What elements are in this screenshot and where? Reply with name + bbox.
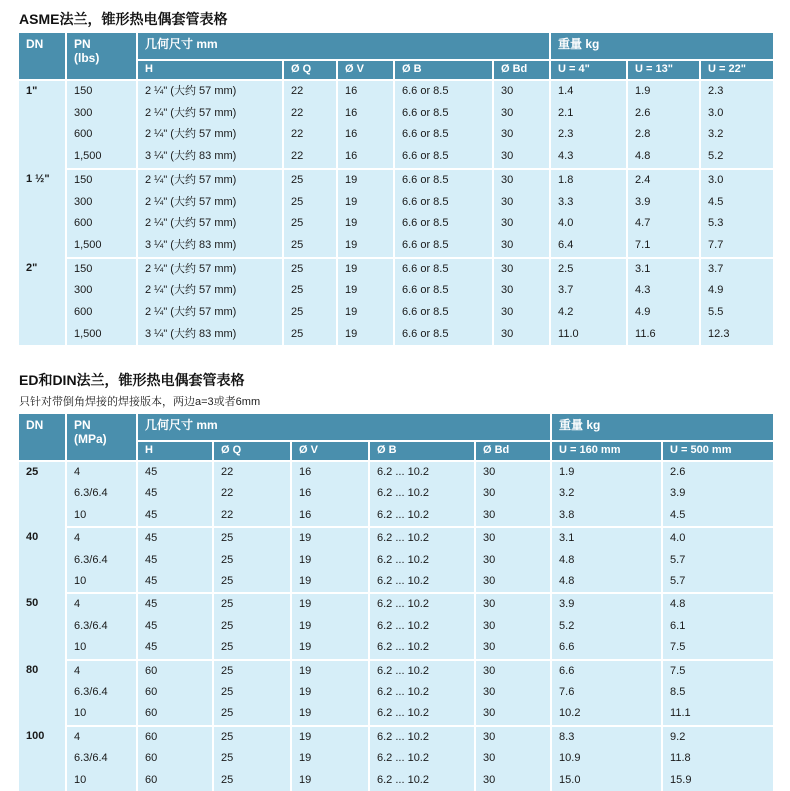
header-geometry: 几何尺寸 mm	[137, 414, 551, 441]
table-cell: 30	[475, 726, 551, 748]
table-cell: 4.8	[551, 550, 662, 571]
din-thermowell-table	[19, 414, 773, 791]
table-cell: 45	[137, 616, 213, 637]
table-cell: 30	[493, 124, 550, 146]
table-cell: 3.9	[627, 192, 700, 214]
table-cell: 25	[213, 550, 291, 571]
table-cell: 45	[137, 571, 213, 593]
table-cell: 6.2 ... 10.2	[369, 637, 475, 659]
table-cell: 4.7	[627, 213, 700, 235]
table-row	[19, 483, 773, 504]
table-cell: 4.8	[662, 593, 773, 615]
table-row	[19, 235, 773, 258]
table-row	[19, 616, 773, 637]
table-cell: 6.2 ... 10.2	[369, 703, 475, 725]
table-cell: 4	[66, 726, 137, 748]
table-cell: 4	[66, 461, 137, 483]
table-cell: 2 ¼" (大约 57 mm)	[137, 80, 283, 103]
table-cell: 45	[137, 527, 213, 549]
header-q: Ø Q	[283, 60, 337, 80]
table-cell: 8.3	[551, 726, 662, 748]
table-cell: 4.5	[662, 505, 773, 527]
table-cell: 7.5	[662, 637, 773, 659]
header-dn: DN	[19, 33, 66, 80]
table-cell: 30	[475, 527, 551, 549]
table-cell: 6.6 or 8.5	[394, 169, 493, 192]
header-pn-unit: (lbs)	[74, 51, 100, 65]
table-cell: 45	[137, 637, 213, 659]
header-u2: U = 500 mm	[662, 441, 773, 461]
table-row	[19, 637, 773, 659]
table-cell: 30	[493, 80, 550, 103]
table-cell: 3.3	[550, 192, 627, 214]
header-dn: DN	[19, 414, 66, 461]
header-bd: Ø Bd	[475, 441, 551, 461]
table-cell: 4.9	[627, 302, 700, 324]
table-cell: 45	[137, 550, 213, 571]
table-cell: 600	[66, 213, 137, 235]
table-cell: 1.8	[550, 169, 627, 192]
table-cell: 7.1	[627, 235, 700, 258]
table-cell: 6.3/6.4	[66, 483, 137, 504]
table-cell: 30	[493, 192, 550, 214]
table-cell: 4.9	[700, 280, 773, 302]
header-weight: 重量 kg	[550, 33, 773, 60]
table-cell: 25	[213, 682, 291, 703]
table-row	[19, 550, 773, 571]
dn-cell: 2"	[19, 258, 66, 346]
table-cell: 2.6	[662, 461, 773, 483]
table-cell: 30	[475, 461, 551, 483]
table-cell: 2.5	[550, 258, 627, 281]
table-cell: 4	[66, 593, 137, 615]
table-cell: 25	[213, 770, 291, 791]
table-row	[19, 682, 773, 703]
table-cell: 10.9	[551, 748, 662, 769]
table-cell: 3.1	[551, 527, 662, 549]
table-cell: 1,500	[66, 146, 137, 169]
table-cell: 4.5	[700, 192, 773, 214]
table-cell: 3.2	[700, 124, 773, 146]
table-cell: 30	[493, 169, 550, 192]
table-cell: 6.2 ... 10.2	[369, 726, 475, 748]
table-cell: 16	[337, 124, 394, 146]
table-cell: 30	[475, 483, 551, 504]
table-cell: 19	[337, 213, 394, 235]
table-cell: 600	[66, 302, 137, 324]
table-cell: 30	[475, 748, 551, 769]
table-cell: 6.4	[550, 235, 627, 258]
table-cell: 2 ¼" (大约 57 mm)	[137, 258, 283, 281]
table-cell: 15.9	[662, 770, 773, 791]
table-cell: 2.1	[550, 103, 627, 125]
header-q: Ø Q	[213, 441, 291, 461]
din-table-subtitle: 只针对带倒角焊接的焊接版本，两边a=3或者6mm	[19, 396, 261, 408]
table-cell: 6.2 ... 10.2	[369, 483, 475, 504]
table-cell: 30	[475, 660, 551, 682]
table-cell: 6.3/6.4	[66, 748, 137, 769]
table-cell: 6.6	[551, 637, 662, 659]
table-row	[19, 505, 773, 527]
table-cell: 7.6	[551, 682, 662, 703]
table-cell: 2.8	[627, 124, 700, 146]
table-cell: 45	[137, 505, 213, 527]
table-cell: 45	[137, 461, 213, 483]
table-cell: 19	[291, 682, 369, 703]
table-cell: 3.7	[700, 258, 773, 281]
table-cell: 3.7	[550, 280, 627, 302]
table-cell: 6.6 or 8.5	[394, 235, 493, 258]
table-cell: 6.2 ... 10.2	[369, 571, 475, 593]
table-cell: 6.2 ... 10.2	[369, 527, 475, 549]
header-u2: U = 13"	[627, 60, 700, 80]
table-cell: 3.0	[700, 169, 773, 192]
header-geometry: 几何尺寸 mm	[137, 33, 550, 60]
table-row	[19, 748, 773, 769]
table-cell: 10	[66, 703, 137, 725]
table-cell: 2.3	[550, 124, 627, 146]
table-cell: 22	[283, 146, 337, 169]
table-cell: 25	[213, 527, 291, 549]
header-u1: U = 4"	[550, 60, 627, 80]
table-cell: 25	[283, 280, 337, 302]
table-cell: 19	[337, 302, 394, 324]
table-cell: 10	[66, 571, 137, 593]
table-cell: 19	[337, 235, 394, 258]
dn-cell: 1"	[19, 80, 66, 169]
table-row	[19, 213, 773, 235]
table-cell: 25	[213, 593, 291, 615]
table-cell: 5.2	[551, 616, 662, 637]
table-cell: 150	[66, 258, 137, 281]
header-h: H	[137, 60, 283, 80]
table-cell: 3.1	[627, 258, 700, 281]
table-cell: 1.9	[627, 80, 700, 103]
table-cell: 4.0	[662, 527, 773, 549]
table-cell: 2 ¼" (大约 57 mm)	[137, 302, 283, 324]
table-cell: 22	[213, 483, 291, 504]
table-cell: 6.6	[551, 660, 662, 682]
table-cell: 19	[291, 703, 369, 725]
table-cell: 15.0	[551, 770, 662, 791]
table-cell: 30	[475, 505, 551, 527]
table-cell: 3.0	[700, 103, 773, 125]
table-cell: 4.3	[627, 280, 700, 302]
table-cell: 60	[137, 770, 213, 791]
table-cell: 11.1	[662, 703, 773, 725]
table-cell: 19	[291, 550, 369, 571]
table-cell: 19	[291, 571, 369, 593]
table-row	[19, 192, 773, 214]
table-row	[19, 80, 773, 103]
table-cell: 5.7	[662, 550, 773, 571]
table-cell: 6.6 or 8.5	[394, 192, 493, 214]
table-cell: 300	[66, 103, 137, 125]
table-row	[19, 571, 773, 593]
table-cell: 30	[475, 616, 551, 637]
table-cell: 6.2 ... 10.2	[369, 748, 475, 769]
table-cell: 16	[291, 483, 369, 504]
table-cell: 10.2	[551, 703, 662, 725]
dn-cell: 40	[19, 527, 66, 593]
table-cell: 3.2	[551, 483, 662, 504]
table-cell: 2 ¼" (大约 57 mm)	[137, 124, 283, 146]
table-cell: 4.2	[550, 302, 627, 324]
table-cell: 19	[291, 748, 369, 769]
table-row	[19, 660, 773, 682]
table-cell: 22	[283, 103, 337, 125]
table-cell: 30	[475, 770, 551, 791]
table-cell: 25	[213, 748, 291, 769]
table-cell: 4	[66, 527, 137, 549]
table-cell: 7.7	[700, 235, 773, 258]
table-cell: 6.3/6.4	[66, 616, 137, 637]
din-table-title: ED和DIN法兰，锥形热电偶套管表格	[19, 372, 245, 388]
table-row	[19, 146, 773, 169]
table-cell: 19	[291, 593, 369, 615]
dn-cell: 1 ½"	[19, 169, 66, 258]
table-cell: 600	[66, 124, 137, 146]
table-cell: 2.4	[627, 169, 700, 192]
header-h: H	[137, 441, 213, 461]
table-cell: 25	[213, 637, 291, 659]
table-cell: 30	[493, 280, 550, 302]
table-cell: 10	[66, 770, 137, 791]
table-row	[19, 461, 773, 483]
table-cell: 30	[493, 258, 550, 281]
table-cell: 30	[493, 324, 550, 346]
table-cell: 6.2 ... 10.2	[369, 550, 475, 571]
table-cell: 6.6 or 8.5	[394, 80, 493, 103]
table-cell: 25	[283, 235, 337, 258]
table-cell: 30	[475, 703, 551, 725]
table-cell: 2 ¼" (大约 57 mm)	[137, 169, 283, 192]
table-cell: 60	[137, 748, 213, 769]
table-cell: 300	[66, 280, 137, 302]
table-cell: 25	[213, 616, 291, 637]
table-cell: 30	[475, 593, 551, 615]
table-cell: 150	[66, 169, 137, 192]
header-v: Ø V	[291, 441, 369, 461]
table-cell: 16	[337, 80, 394, 103]
table-cell: 8.5	[662, 682, 773, 703]
table-row	[19, 593, 773, 615]
table-cell: 4.3	[550, 146, 627, 169]
header-b: Ø B	[394, 60, 493, 80]
table-cell: 11.6	[627, 324, 700, 346]
table-row	[19, 527, 773, 549]
table-cell: 6.2 ... 10.2	[369, 616, 475, 637]
table-cell: 2 ¼" (大约 57 mm)	[137, 280, 283, 302]
table-cell: 150	[66, 80, 137, 103]
table-cell: 6.6 or 8.5	[394, 213, 493, 235]
table-cell: 4.8	[551, 571, 662, 593]
table-cell: 6.3/6.4	[66, 682, 137, 703]
table-cell: 6.6 or 8.5	[394, 324, 493, 346]
table-cell: 19	[337, 192, 394, 214]
table-row	[19, 302, 773, 324]
table-cell: 6.2 ... 10.2	[369, 461, 475, 483]
table-cell: 30	[493, 235, 550, 258]
table-cell: 10	[66, 505, 137, 527]
table-cell: 19	[337, 324, 394, 346]
table-row	[19, 124, 773, 146]
table-cell: 4.0	[550, 213, 627, 235]
table-cell: 1,500	[66, 235, 137, 258]
table-cell: 7.5	[662, 660, 773, 682]
table-cell: 3.9	[551, 593, 662, 615]
table-cell: 19	[291, 637, 369, 659]
table-cell: 25	[213, 703, 291, 725]
header-v: Ø V	[337, 60, 394, 80]
table-cell: 30	[493, 146, 550, 169]
table-cell: 19	[337, 280, 394, 302]
table-row	[19, 324, 773, 346]
table-cell: 19	[291, 660, 369, 682]
table-cell: 60	[137, 660, 213, 682]
table-cell: 30	[475, 550, 551, 571]
table-cell: 1.9	[551, 461, 662, 483]
table-cell: 25	[283, 169, 337, 192]
table-cell: 2.6	[627, 103, 700, 125]
table-cell: 5.3	[700, 213, 773, 235]
table-cell: 19	[291, 726, 369, 748]
table-cell: 60	[137, 703, 213, 725]
dn-cell: 100	[19, 726, 66, 791]
table-row	[19, 103, 773, 125]
table-cell: 4	[66, 660, 137, 682]
table-cell: 3 ¼" (大约 83 mm)	[137, 235, 283, 258]
table-cell: 6.6 or 8.5	[394, 146, 493, 169]
table-cell: 6.6 or 8.5	[394, 258, 493, 281]
table-cell: 22	[283, 80, 337, 103]
header-u3: U = 22"	[700, 60, 773, 80]
table-cell: 16	[291, 461, 369, 483]
table-cell: 45	[137, 593, 213, 615]
asme-table-title: ASME法兰，锥形热电偶套管表格	[19, 11, 228, 27]
table-cell: 19	[337, 258, 394, 281]
header-pn: PN (MPa)	[66, 414, 137, 461]
table-cell: 6.2 ... 10.2	[369, 682, 475, 703]
table-row	[19, 770, 773, 791]
table-cell: 4.8	[627, 146, 700, 169]
table-cell: 19	[337, 169, 394, 192]
table-cell: 19	[291, 616, 369, 637]
table-cell: 6.2 ... 10.2	[369, 593, 475, 615]
table-row	[19, 726, 773, 748]
table-cell: 6.6 or 8.5	[394, 302, 493, 324]
table-cell: 25	[213, 726, 291, 748]
table-cell: 3 ¼" (大约 83 mm)	[137, 324, 283, 346]
table-cell: 6.6 or 8.5	[394, 103, 493, 125]
table-cell: 5.2	[700, 146, 773, 169]
header-b: Ø B	[369, 441, 475, 461]
table-cell: 19	[291, 770, 369, 791]
table-cell: 1,500	[66, 324, 137, 346]
table-row	[19, 703, 773, 725]
header-u1: U = 160 mm	[551, 441, 662, 461]
table-cell: 22	[213, 505, 291, 527]
table-cell: 30	[493, 213, 550, 235]
header-bd: Ø Bd	[493, 60, 550, 80]
asme-thermowell-table	[19, 33, 773, 345]
table-cell: 6.2 ... 10.2	[369, 505, 475, 527]
table-cell: 60	[137, 726, 213, 748]
table-cell: 25	[283, 302, 337, 324]
table-cell: 16	[337, 146, 394, 169]
table-cell: 6.6 or 8.5	[394, 124, 493, 146]
table-cell: 25	[213, 571, 291, 593]
table-cell: 10	[66, 637, 137, 659]
table-cell: 6.3/6.4	[66, 550, 137, 571]
table-cell: 30	[493, 302, 550, 324]
table-cell: 2.3	[700, 80, 773, 103]
table-cell: 6.6 or 8.5	[394, 280, 493, 302]
table-cell: 2 ¼" (大约 57 mm)	[137, 213, 283, 235]
header-pn-unit: (MPa)	[74, 432, 107, 446]
table-cell: 11.0	[550, 324, 627, 346]
table-cell: 12.3	[700, 324, 773, 346]
table-cell: 16	[337, 103, 394, 125]
table-cell: 30	[475, 682, 551, 703]
table-cell: 25	[283, 324, 337, 346]
table-row	[19, 258, 773, 281]
table-cell: 2 ¼" (大约 57 mm)	[137, 192, 283, 214]
table-cell: 22	[213, 461, 291, 483]
dn-cell: 80	[19, 660, 66, 726]
header-pn: PN (lbs)	[66, 33, 137, 80]
table-cell: 60	[137, 682, 213, 703]
table-cell: 25	[283, 258, 337, 281]
table-cell: 30	[475, 637, 551, 659]
table-cell: 6.1	[662, 616, 773, 637]
table-row	[19, 169, 773, 192]
table-cell: 45	[137, 483, 213, 504]
table-cell: 3 ¼" (大约 83 mm)	[137, 146, 283, 169]
table-cell: 2 ¼" (大约 57 mm)	[137, 103, 283, 125]
table-cell: 16	[291, 505, 369, 527]
dn-cell: 25	[19, 461, 66, 527]
table-cell: 19	[291, 527, 369, 549]
table-cell: 9.2	[662, 726, 773, 748]
table-cell: 11.8	[662, 748, 773, 769]
table-cell: 30	[493, 103, 550, 125]
table-row	[19, 280, 773, 302]
table-cell: 6.2 ... 10.2	[369, 660, 475, 682]
table-cell: 22	[283, 124, 337, 146]
table-cell: 300	[66, 192, 137, 214]
dn-cell: 50	[19, 593, 66, 659]
table-cell: 30	[475, 571, 551, 593]
table-cell: 5.7	[662, 571, 773, 593]
table-cell: 3.9	[662, 483, 773, 504]
table-cell: 1.4	[550, 80, 627, 103]
table-cell: 6.2 ... 10.2	[369, 770, 475, 791]
header-weight: 重量 kg	[551, 414, 773, 441]
table-cell: 5.5	[700, 302, 773, 324]
table-cell: 25	[213, 660, 291, 682]
table-cell: 25	[283, 192, 337, 214]
table-cell: 3.8	[551, 505, 662, 527]
table-cell: 25	[283, 213, 337, 235]
